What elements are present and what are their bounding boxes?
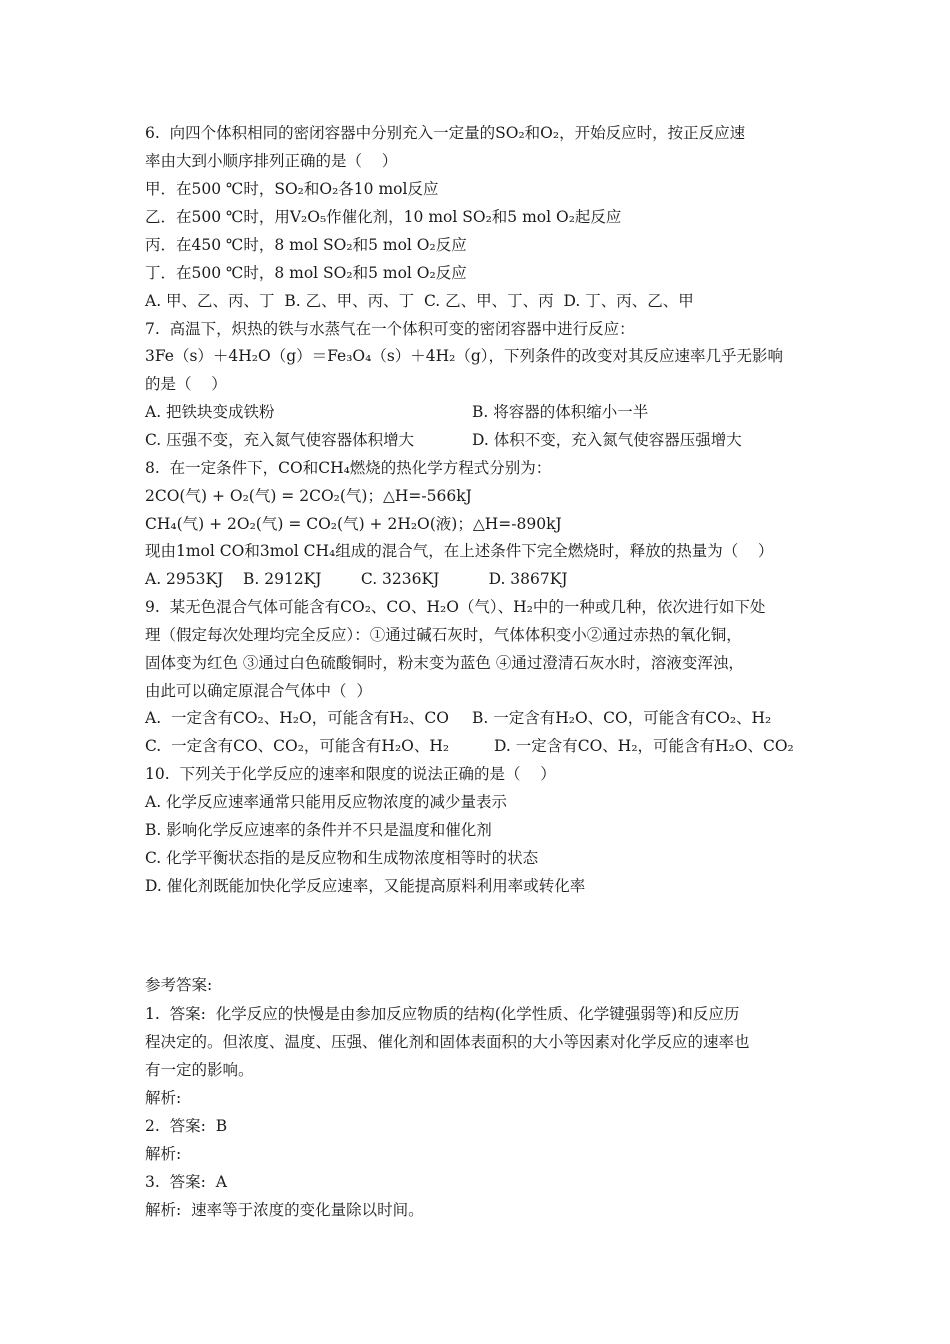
answer-1-line2: 程决定的。但浓度、温度、压强、催化剂和固体表面积的大小等因素对化学反应的速率也	[145, 1033, 750, 1051]
q8-options: A. 2953KJ B. 2912KJ C. 3236KJ D. 3867KJ	[145, 570, 568, 588]
q7-option-a: A. 把铁块变成铁粉	[145, 403, 275, 421]
answer-1-line3: 有一定的影响。	[145, 1061, 254, 1079]
q10-option-c: C. 化学平衡状态指的是反应物和生成物浓度相等时的状态	[145, 849, 539, 867]
q6-options: A. 甲、乙、丙、丁 B. 乙、甲、丙、丁 C. 乙、甲、丁、丙 D. 丁、丙、乙、甲	[145, 292, 694, 310]
q8-stem-line1: 8. 在一定条件下，CO和CH₄燃烧的热化学方程式分别为：	[145, 459, 552, 477]
answers-heading: 参考答案:	[145, 976, 213, 994]
q7-option-c: C. 压强不变，充入氮气使容器体积增大	[145, 431, 415, 449]
q8-stem-line2: 现由1mol CO和3mol CH₄组成的混合气，在上述条件下完全燃烧时，释放的热量为（ ）	[145, 542, 774, 560]
q6-item-bing: 丙．在450 ℃时，8 mol SO₂和5 mol O₂反应	[145, 236, 467, 254]
q10-option-b: B. 影响化学反应速率的条件并不只是温度和催化剂	[145, 821, 492, 839]
q10-stem: 10. 下列关于化学反应的速率和限度的说法正确的是（ ）	[145, 765, 556, 783]
q6-item-jia: 甲．在500 ℃时，SO₂和O₂各10 mol反应	[145, 180, 439, 198]
q9-stem-line1: 9. 某无色混合气体可能含有CO₂、CO、H₂O（气）、H₂中的一种或几种，依次进行如下处	[145, 598, 766, 616]
q6-item-ding: 丁．在500 ℃时，8 mol SO₂和5 mol O₂反应	[145, 264, 467, 282]
q9-option-b: B. 一定含有H₂O、CO，可能含有CO₂、H₂	[472, 709, 772, 727]
q9-option-c: C. 一定含有CO、CO₂，可能含有H₂O、H₂	[145, 737, 450, 755]
q7-stem-line3: 的是（ ）	[145, 375, 227, 393]
q7-option-b: B. 将容器的体积缩小一半	[472, 403, 649, 421]
q7-stem-line1: 7. 高温下，炽热的铁与水蒸气在一个体积可变的密闭容器中进行反应：	[145, 320, 635, 338]
q6-item-yi: 乙．在500 ℃时，用V₂O₅作催化剂，10 mol SO₂和5 mol O₂起反应	[145, 208, 622, 226]
q10-option-a: A. 化学反应速率通常只能用反应物浓度的减少量表示	[145, 793, 508, 811]
answer-3: 3. 答案: A	[145, 1173, 227, 1191]
q6-stem-line1: 6. 向四个体积相同的密闭容器中分别充入一定量的SO₂和O₂，开始反应时，按正反应速	[145, 124, 746, 142]
answer-1-analysis: 解析:	[145, 1089, 182, 1107]
q9-stem-line4: 由此可以确定原混合气体中（ ）	[145, 682, 372, 700]
q8-equation-1: 2CO(气) + O₂(气) = 2CO₂(气)；△H=-566kJ	[145, 487, 472, 505]
q8-equation-2: CH₄(气) + 2O₂(气) = CO₂(气) + 2H₂O(液)；△H=-890kJ	[145, 515, 562, 533]
q9-stem-line3: 固体变为红色 ③通过白色硫酸铜时，粉末变为蓝色 ④通过澄清石灰水时，溶液变浑浊，	[145, 654, 744, 672]
answer-1-line1: 1. 答案: 化学反应的快慢是由参加反应物质的结构(化学性质、化学键强弱等)和反应历	[145, 1005, 740, 1023]
q6-stem-line2: 率由大到小顺序排列正确的是（ ）	[145, 152, 398, 170]
q7-option-d: D. 体积不变，充入氮气使容器压强增大	[472, 431, 742, 449]
answer-2-analysis: 解析:	[145, 1145, 182, 1163]
answer-2: 2. 答案: B	[145, 1117, 228, 1135]
answer-3-analysis: 解析: 速率等于浓度的变化量除以时间。	[145, 1201, 424, 1219]
q9-stem-line2: 理（假定每次处理均完全反应）：①通过碱石灰时，气体体积变小②通过赤热的氧化铜，	[145, 626, 742, 644]
q9-option-a: A. 一定含有CO₂、H₂O，可能含有H₂、CO	[145, 709, 449, 727]
q10-option-d: D. 催化剂既能加快化学反应速率，又能提高原料利用率或转化率	[145, 877, 586, 895]
q7-stem-line2: 3Fe（s）＋4H₂O（g）＝Fe₃O₄（s）＋4H₂（g），下列条件的改变对其反应速率几乎无影响	[145, 347, 784, 365]
q9-option-d: D. 一定含有CO、H₂，可能含有H₂O、CO₂	[494, 737, 794, 755]
